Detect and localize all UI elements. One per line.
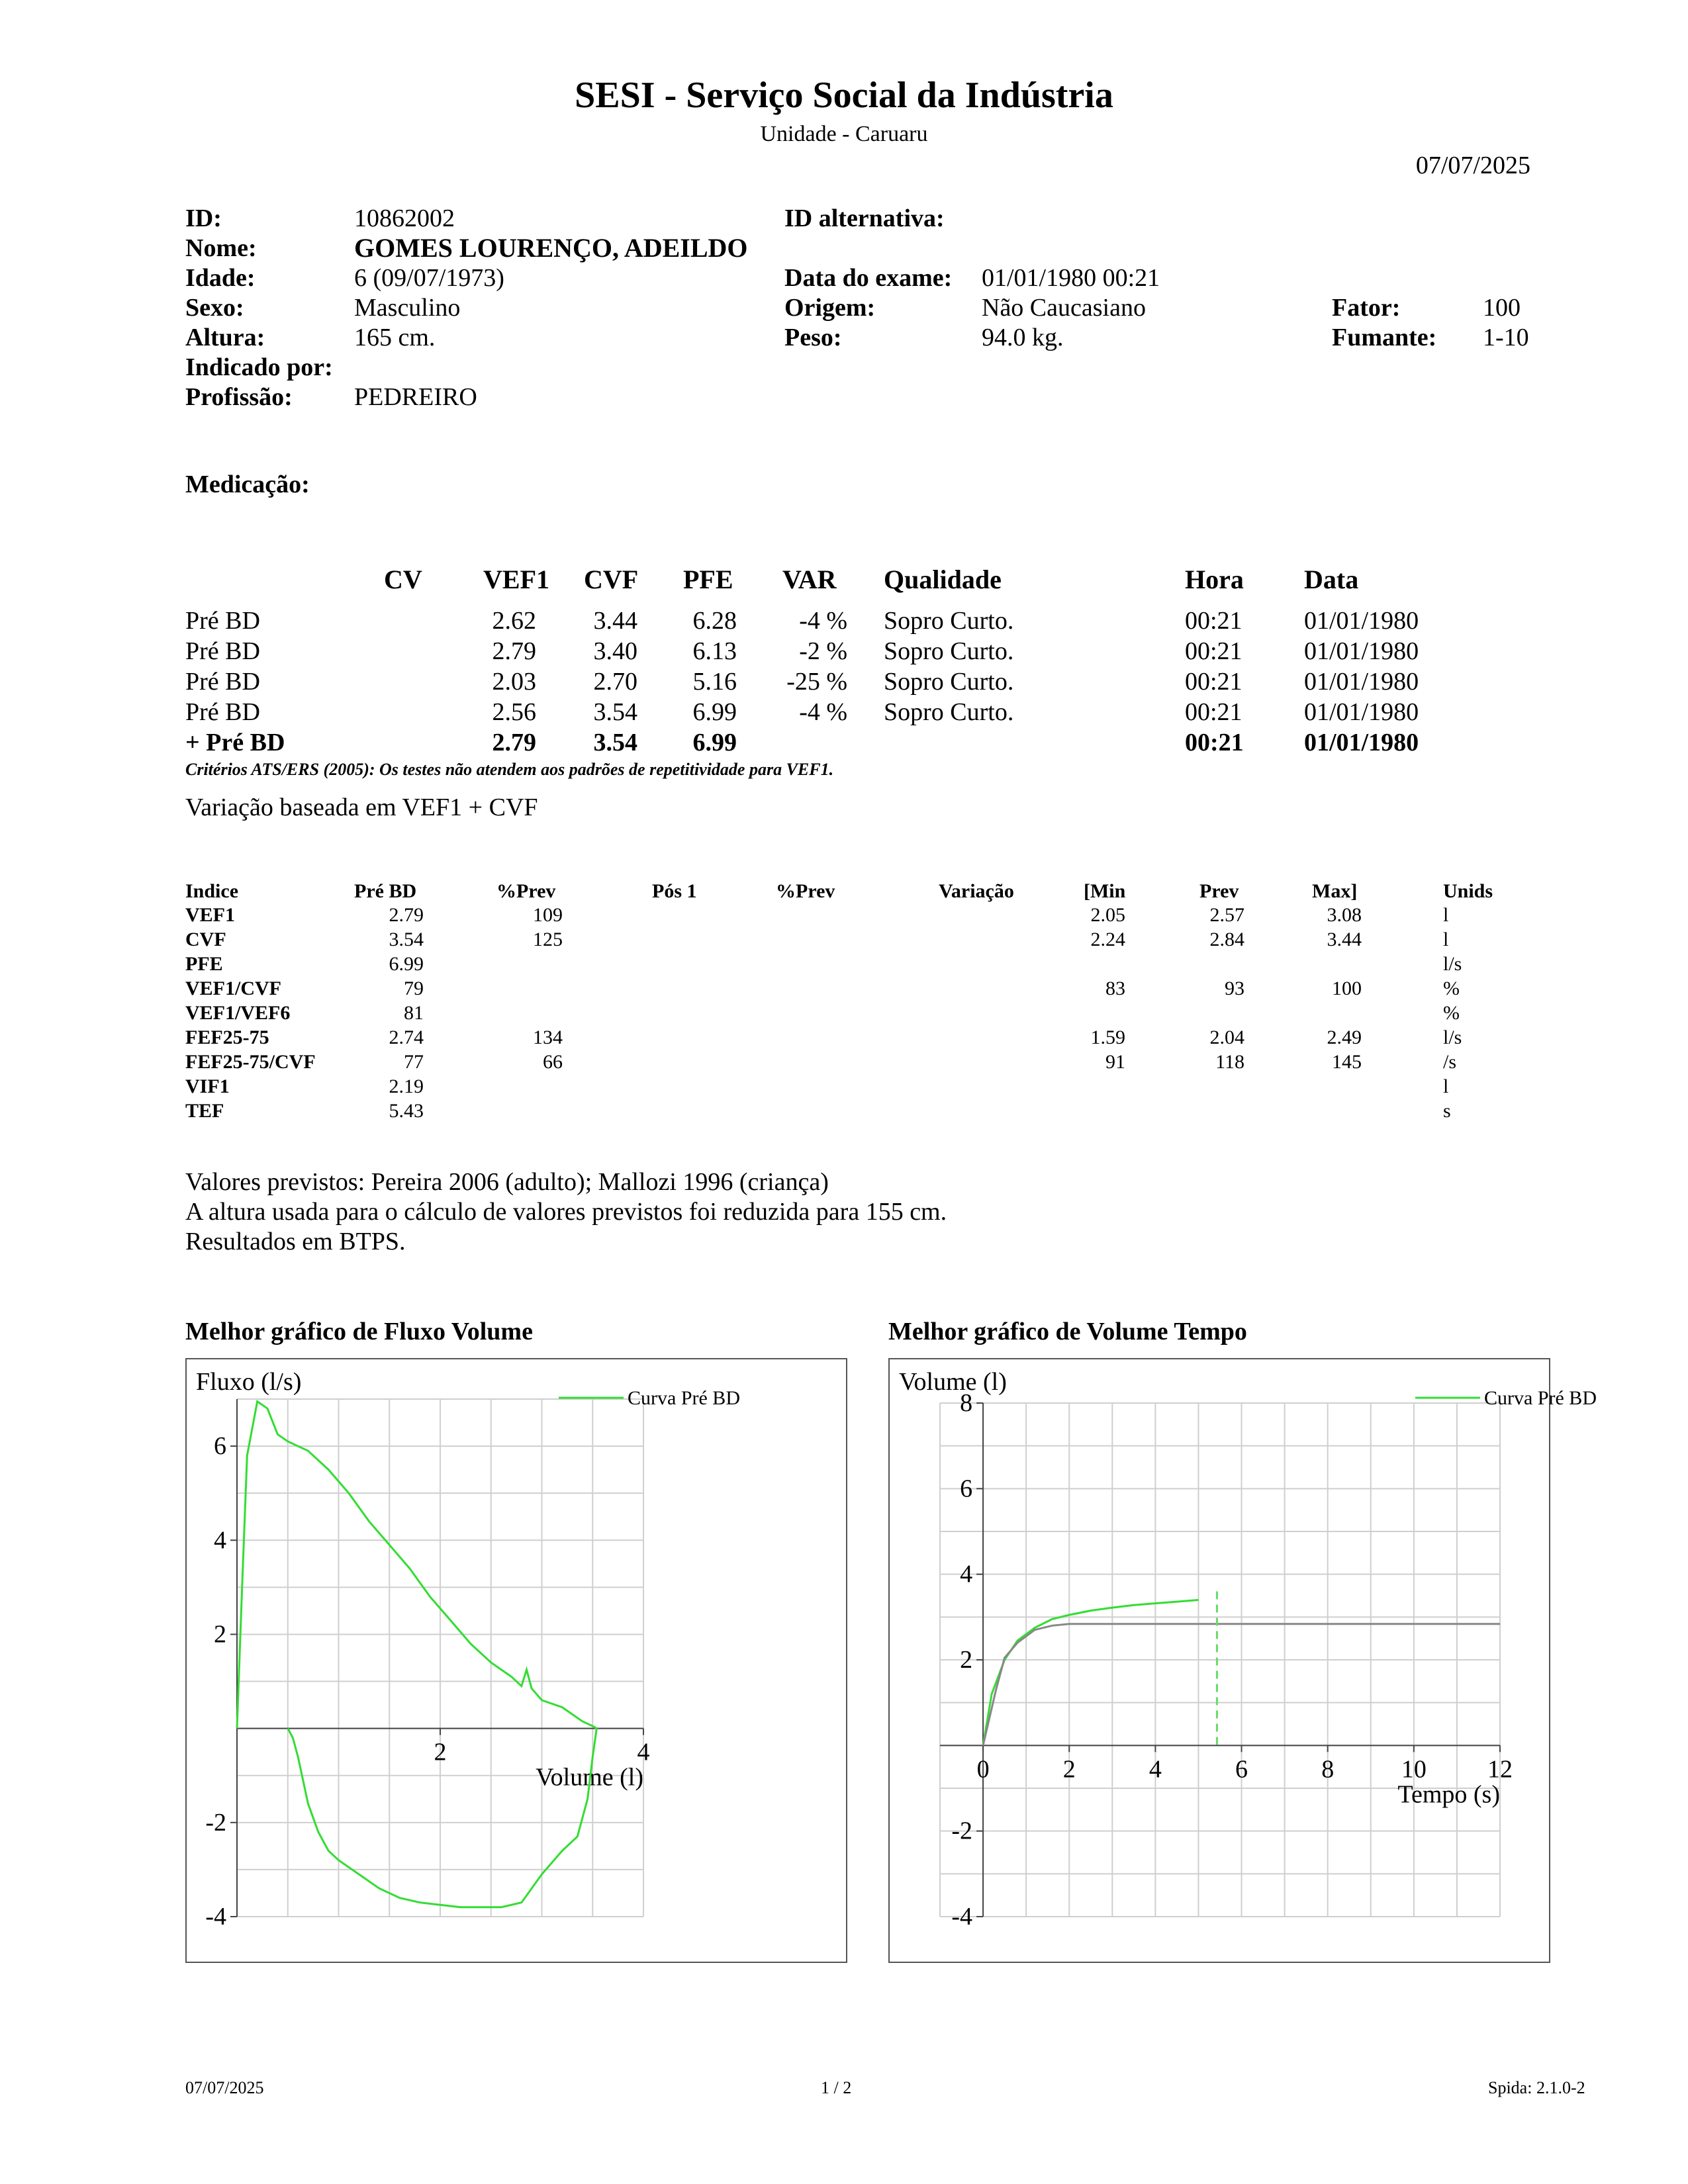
- x-tick-label: 4: [1149, 1755, 1162, 1784]
- test-time-cell: 00:21: [1185, 607, 1243, 635]
- test-vef1-cell: 2.79: [492, 637, 536, 665]
- test-time-cell: 00:21: [1185, 637, 1243, 665]
- variation-note: Variação baseada em VEF1 + CVF: [185, 794, 538, 821]
- footer-version: Spida: 2.1.0-2: [1488, 2078, 1585, 2097]
- test-label-cell: Pré BD: [185, 607, 260, 635]
- index-unit-cell: l: [1443, 1075, 1449, 1097]
- test-vef1-cell: 2.62: [492, 607, 536, 635]
- best-cvf: 3.54: [593, 729, 637, 756]
- ih-max: Max]: [1312, 880, 1358, 902]
- factor-label: Fator:: [1332, 294, 1401, 322]
- series-line-0: [983, 1600, 1198, 1746]
- y-tick-label: 8: [960, 1389, 973, 1417]
- index-pct-cell: 66: [543, 1051, 563, 1073]
- medication-label: Medicação:: [185, 471, 310, 498]
- report-date: 07/07/2025: [1415, 152, 1530, 179]
- y-tick-label: 6: [214, 1432, 226, 1461]
- volume-time-svg: [890, 1359, 1597, 1962]
- origin-label: Origem:: [784, 294, 876, 322]
- index-name-cell: TEF: [185, 1100, 224, 1122]
- weight-label: Peso:: [784, 324, 842, 351]
- index-min-cell: 83: [1105, 978, 1125, 999]
- ih-indice: Indice: [185, 880, 239, 902]
- smoker-value: 1-10: [1483, 324, 1529, 351]
- index-unit-cell: l: [1443, 929, 1449, 950]
- y-tick-label: -4: [205, 1903, 226, 1931]
- index-pre-cell: 3.54: [389, 929, 424, 950]
- index-max-cell: 2.49: [1327, 1026, 1362, 1048]
- y-tick-label: 4: [214, 1526, 226, 1555]
- test-pfe-cell: 6.99: [692, 698, 737, 726]
- index-unit-cell: l: [1443, 904, 1449, 926]
- ih-prev2: %Prev: [776, 880, 835, 902]
- btps-note: Resultados em BTPS.: [185, 1228, 406, 1255]
- index-pre-cell: 2.74: [389, 1026, 424, 1048]
- ih-prev: Prev: [1199, 880, 1239, 902]
- index-min-cell: 2.05: [1090, 904, 1125, 926]
- test-label-cell: Pré BD: [185, 637, 260, 665]
- vt-chart-title: Melhor gráfico de Volume Tempo: [888, 1318, 1247, 1345]
- weight-value: 94.0 kg.: [982, 324, 1064, 351]
- test-label-cell: Pré BD: [185, 698, 260, 726]
- y-tick-label: -4: [951, 1903, 973, 1931]
- y-tick-label: 4: [960, 1560, 973, 1588]
- smoker-label: Fumante:: [1332, 324, 1437, 351]
- index-max-cell: 3.08: [1327, 904, 1362, 926]
- x-tick-label: 8: [1321, 1755, 1335, 1784]
- index-prev-cell: 2.84: [1209, 929, 1244, 950]
- legend-label: Curva Pré BD: [1484, 1387, 1597, 1409]
- best-time: 00:21: [1185, 729, 1244, 756]
- test-label-cell: Pré BD: [185, 668, 260, 696]
- best-date: 01/01/1980: [1304, 729, 1419, 756]
- col-date: Data: [1304, 565, 1359, 594]
- index-name-cell: PFE: [185, 953, 223, 975]
- index-name-cell: VEF1/CVF: [185, 978, 281, 999]
- referred-label: Indicado por:: [185, 353, 333, 381]
- index-pre-cell: 2.19: [389, 1075, 424, 1097]
- index-unit-cell: l/s: [1443, 953, 1462, 975]
- test-cvf-cell: 3.44: [593, 607, 637, 635]
- best-vef1: 2.79: [492, 729, 536, 756]
- test-pfe-cell: 6.13: [692, 637, 737, 665]
- age-label: Idade:: [185, 264, 256, 292]
- exam-date-label: Data do exame:: [784, 264, 953, 292]
- best-pfe: 6.99: [692, 729, 737, 756]
- test-quality-cell: Sopro Curto.: [884, 607, 1014, 635]
- flow-volume-svg: [187, 1359, 846, 1962]
- index-name-cell: FEF25-75/CVF: [185, 1051, 316, 1073]
- index-max-cell: 100: [1332, 978, 1362, 999]
- index-pct-cell: 109: [533, 904, 563, 926]
- test-cvf-cell: 3.54: [593, 698, 637, 726]
- index-prev-cell: 118: [1215, 1051, 1244, 1073]
- index-unit-cell: %: [1443, 1002, 1460, 1024]
- test-time-cell: 00:21: [1185, 698, 1243, 726]
- height-label: Altura:: [185, 324, 265, 351]
- index-max-cell: 3.44: [1327, 929, 1362, 950]
- index-name-cell: VEF1/VEF6: [185, 1002, 291, 1024]
- report-subtitle: Unidade - Caruaru: [760, 122, 928, 146]
- test-time-cell: 00:21: [1185, 668, 1243, 696]
- name-value: GOMES LOURENÇO, ADEILDO: [354, 233, 748, 263]
- index-unit-cell: l/s: [1443, 1026, 1462, 1048]
- exam-date-value: 01/01/1980 00:21: [982, 264, 1160, 292]
- index-pre-cell: 79: [404, 978, 424, 999]
- y-tick-label: -2: [951, 1817, 973, 1845]
- index-pct-cell: 125: [533, 929, 563, 950]
- ih-min: [Min: [1084, 880, 1126, 902]
- index-pre-cell: 2.79: [389, 904, 424, 926]
- test-var-cell: -25 %: [786, 668, 847, 696]
- sex-value: Masculino: [354, 294, 461, 322]
- flow-volume-chart: [185, 1358, 847, 1963]
- index-min-cell: 91: [1105, 1051, 1125, 1073]
- alt-id-label: ID alternativa:: [784, 205, 945, 232]
- id-label: ID:: [185, 205, 222, 232]
- ih-variacao: Variação: [939, 880, 1014, 902]
- x-tick-label: 6: [1235, 1755, 1248, 1784]
- index-max-cell: 145: [1332, 1051, 1362, 1073]
- index-pre-cell: 5.43: [389, 1100, 424, 1122]
- col-pfe: PFE: [683, 565, 733, 594]
- y-tick-label: -2: [205, 1808, 226, 1837]
- index-pre-cell: 77: [404, 1051, 424, 1073]
- y-tick-label: 2: [960, 1646, 973, 1674]
- test-var-cell: -4 %: [799, 607, 847, 635]
- test-vef1-cell: 2.56: [492, 698, 536, 726]
- x-tick-label: 2: [434, 1738, 447, 1766]
- ih-pre: Pré BD: [354, 880, 417, 902]
- test-pfe-cell: 6.28: [692, 607, 737, 635]
- index-min-cell: 1.59: [1090, 1026, 1125, 1048]
- fv-chart-title: Melhor gráfico de Fluxo Volume: [185, 1318, 533, 1345]
- test-date-cell: 01/01/1980: [1304, 668, 1419, 696]
- index-prev-cell: 93: [1225, 978, 1244, 999]
- height-value: 165 cm.: [354, 324, 436, 351]
- index-unit-cell: /s: [1443, 1051, 1457, 1073]
- series-line-0: [237, 1402, 596, 1907]
- age-value: 6 (09/07/1973): [354, 264, 504, 292]
- x-tick-label: 0: [976, 1755, 990, 1784]
- y-axis-label: Fluxo (l/s): [196, 1368, 302, 1396]
- y-axis-label: Volume (l): [899, 1368, 1007, 1396]
- test-cvf-cell: 3.40: [593, 637, 637, 665]
- col-cvf: CVF: [584, 565, 639, 594]
- x-tick-label: 4: [637, 1738, 650, 1766]
- index-pct-cell: 134: [533, 1026, 563, 1048]
- origin-value: Não Caucasiano: [982, 294, 1146, 322]
- col-var: VAR: [782, 565, 837, 594]
- x-tick-label: 12: [1487, 1755, 1513, 1784]
- col-cv: CV: [384, 565, 422, 594]
- x-axis-label: Volume (l): [536, 1763, 643, 1792]
- predicted-note: Valores previstos: Pereira 2006 (adulto); Mallozi 1996 (criança): [185, 1168, 829, 1196]
- name-label: Nome:: [185, 234, 257, 262]
- index-prev-cell: 2.04: [1209, 1026, 1244, 1048]
- x-tick-label: 2: [1062, 1755, 1076, 1784]
- profession-value: PEDREIRO: [354, 383, 477, 411]
- id-value: 10862002: [354, 205, 455, 232]
- test-var-cell: -2 %: [799, 637, 847, 665]
- factor-value: 100: [1483, 294, 1521, 322]
- report-title: SESI - Serviço Social da Indústria: [575, 75, 1113, 116]
- col-quality: Qualidade: [884, 565, 1002, 594]
- x-axis-label: Tempo (s): [1397, 1780, 1500, 1809]
- test-var-cell: -4 %: [799, 698, 847, 726]
- index-unit-cell: %: [1443, 978, 1460, 999]
- test-date-cell: 01/01/1980: [1304, 607, 1419, 635]
- index-name-cell: VIF1: [185, 1075, 230, 1097]
- sex-label: Sexo:: [185, 294, 244, 322]
- col-time: Hora: [1185, 565, 1244, 594]
- ih-unids: Unids: [1443, 880, 1493, 902]
- profession-label: Profissão:: [185, 383, 293, 411]
- legend-label: Curva Pré BD: [628, 1387, 740, 1409]
- best-label: + Pré BD: [185, 729, 285, 756]
- index-min-cell: 2.24: [1090, 929, 1125, 950]
- index-prev-cell: 2.57: [1209, 904, 1244, 926]
- test-vef1-cell: 2.03: [492, 668, 536, 696]
- height-note: A altura usada para o cálculo de valores previstos foi reduzida para 155 cm.: [185, 1198, 947, 1226]
- index-unit-cell: s: [1443, 1100, 1451, 1122]
- y-tick-label: 2: [214, 1620, 226, 1649]
- test-date-cell: 01/01/1980: [1304, 698, 1419, 726]
- col-vef1: VEF1: [483, 565, 549, 594]
- ih-prev1: %Prev: [496, 880, 556, 902]
- criteria-note: Critérios ATS/ERS (2005): Os testes não atendem aos padrões de repetitividade para VEF1.: [185, 760, 834, 779]
- index-name-cell: VEF1: [185, 904, 235, 926]
- test-cvf-cell: 2.70: [593, 668, 637, 696]
- ih-pos: Pós 1: [652, 880, 697, 902]
- test-pfe-cell: 5.16: [692, 668, 737, 696]
- test-date-cell: 01/01/1980: [1304, 637, 1419, 665]
- index-name-cell: FEF25-75: [185, 1026, 269, 1048]
- test-quality-cell: Sopro Curto.: [884, 698, 1014, 726]
- footer-page: 1 / 2: [821, 2078, 852, 2097]
- test-quality-cell: Sopro Curto.: [884, 637, 1014, 665]
- y-tick-label: 6: [960, 1475, 973, 1503]
- x-tick-label: 10: [1401, 1755, 1427, 1784]
- index-pre-cell: 81: [404, 1002, 424, 1024]
- volume-time-chart: [888, 1358, 1597, 1963]
- index-pre-cell: 6.99: [389, 953, 424, 975]
- index-name-cell: CVF: [185, 929, 226, 950]
- test-quality-cell: Sopro Curto.: [884, 668, 1014, 696]
- footer-date: 07/07/2025: [185, 2078, 264, 2097]
